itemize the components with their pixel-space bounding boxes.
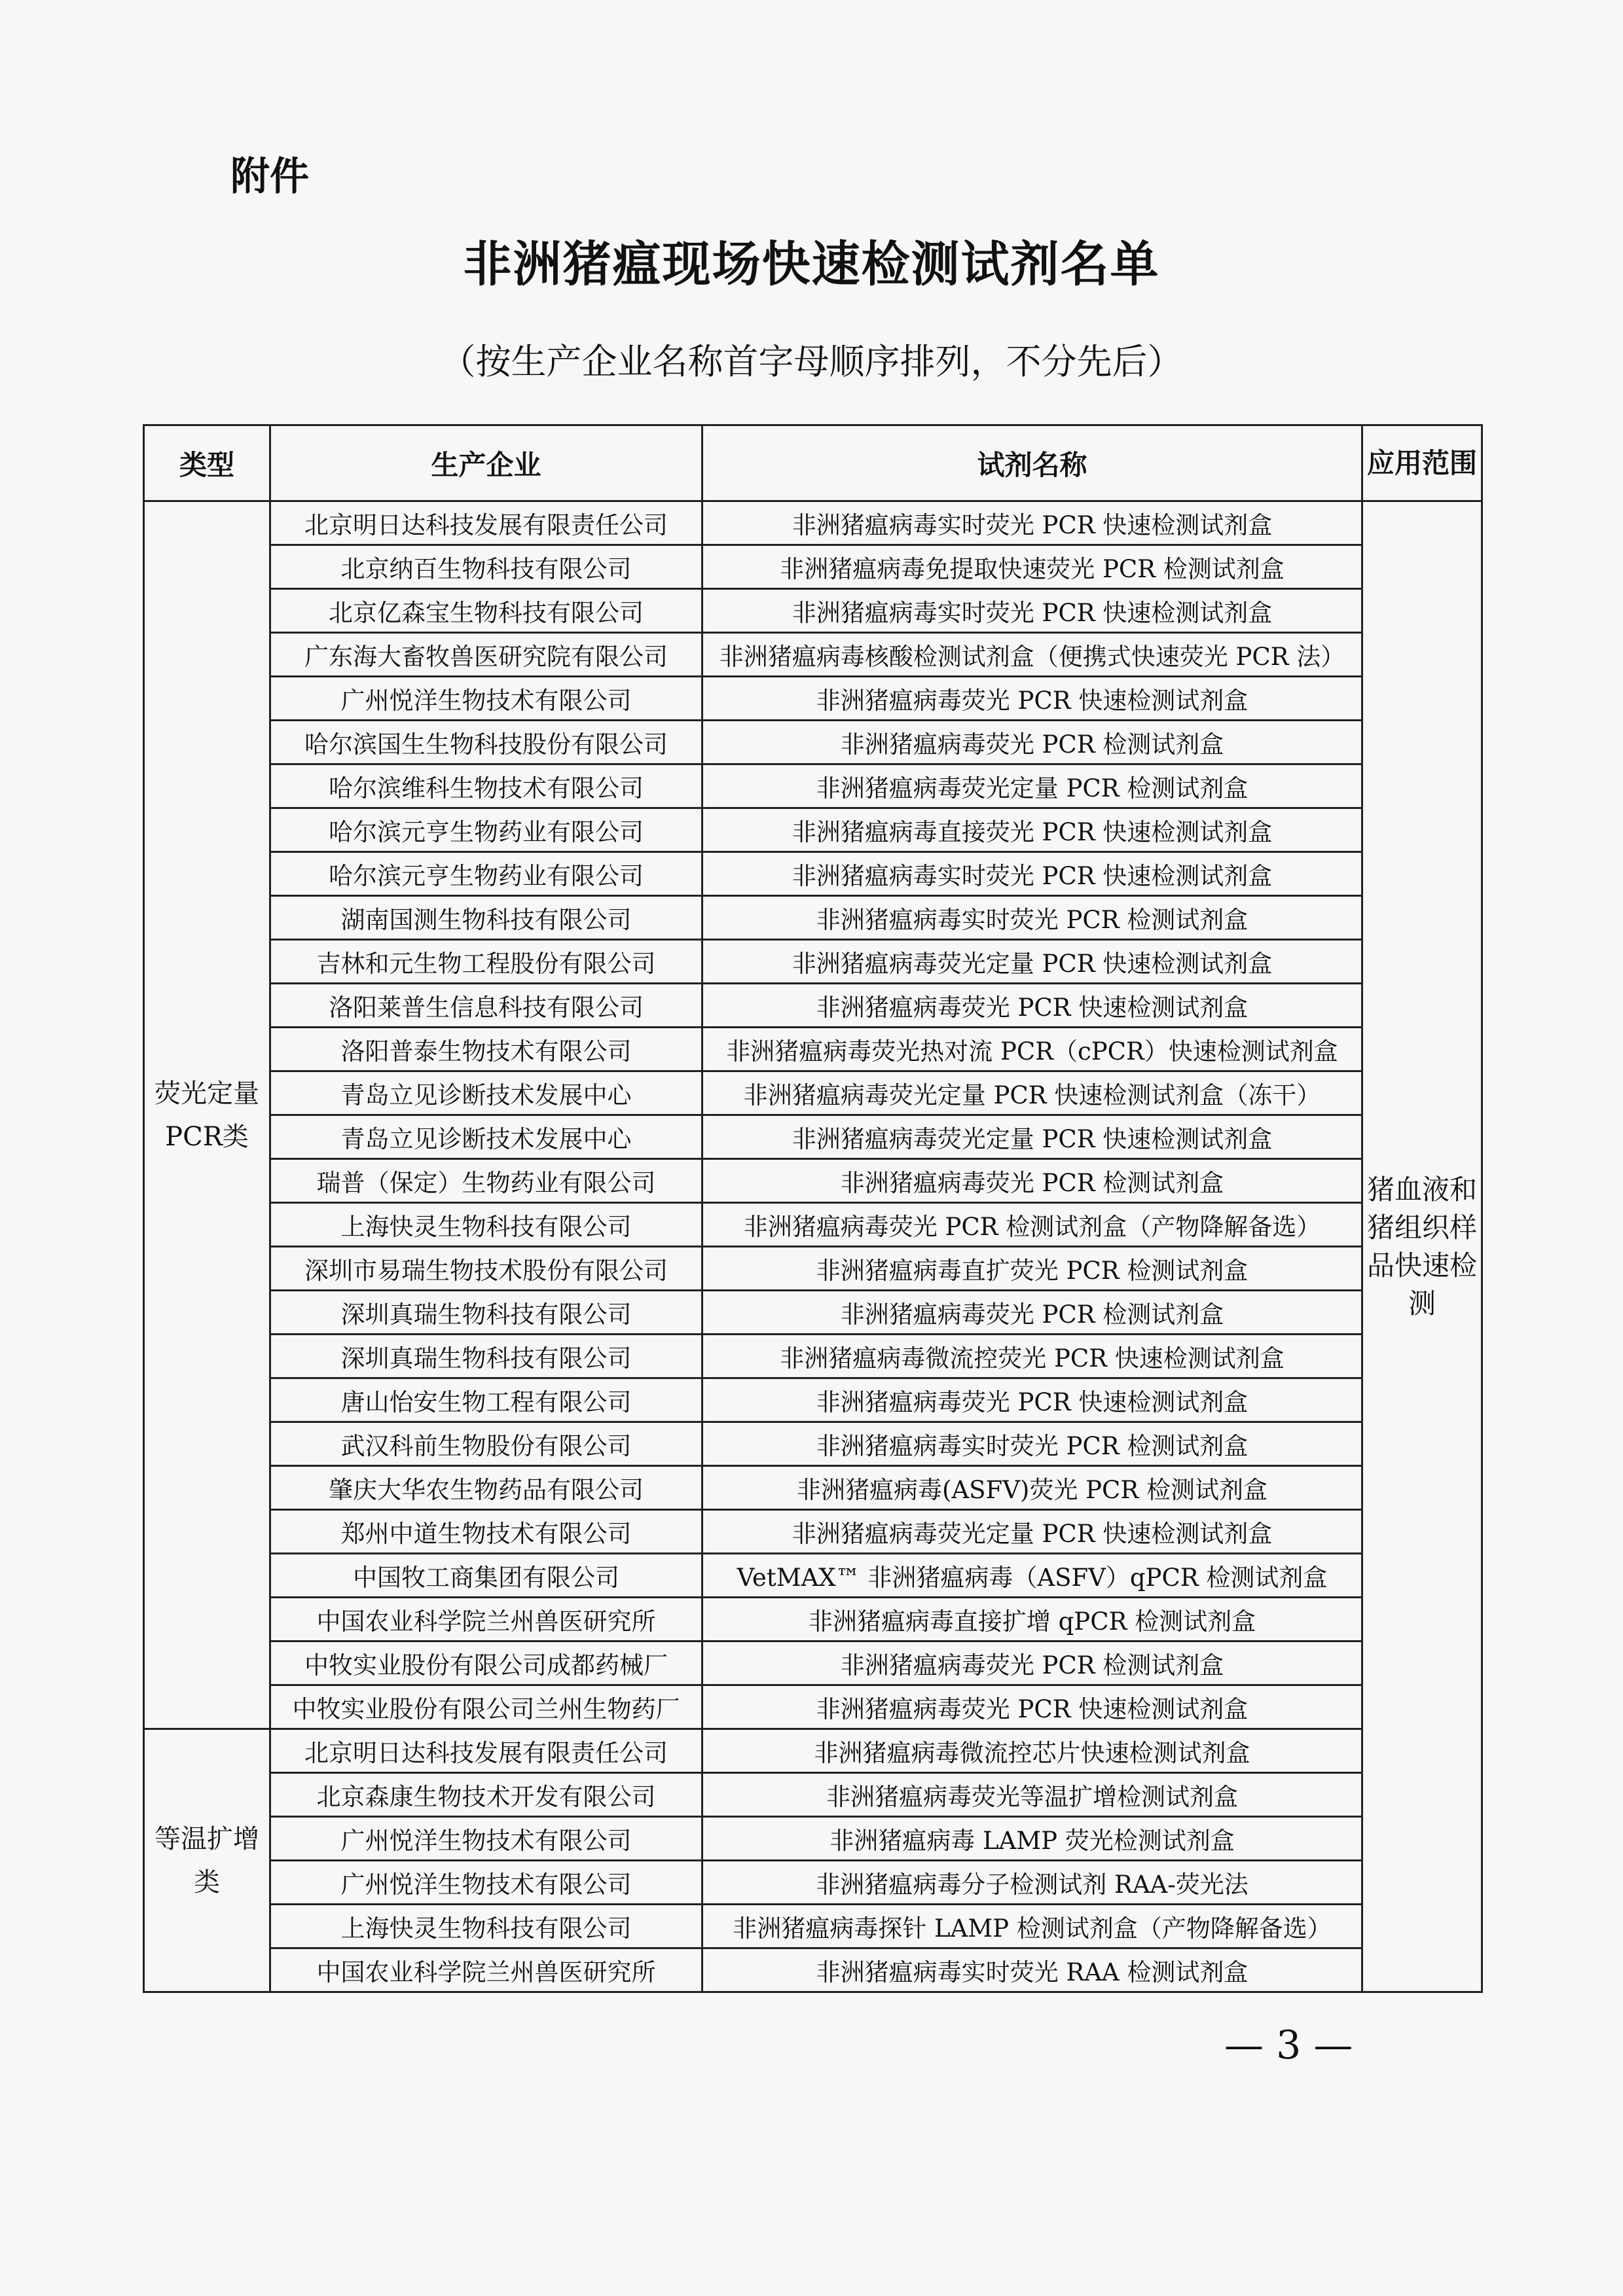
table-row — [144, 1510, 1482, 1554]
reagent-cell: 非洲猪瘟病毒荧光定量 PCR 快速检测试剂盒 — [702, 940, 1362, 984]
company-cell: 北京森康生物技术开发有限公司 — [270, 1773, 702, 1817]
reagent-cell: 非洲猪瘟病毒荧光定量 PCR 快速检测试剂盒（冻干） — [702, 1071, 1362, 1115]
table-row — [144, 1948, 1482, 1992]
table-row — [144, 808, 1482, 852]
reagent-cell: 非洲猪瘟病毒荧光 PCR 检测试剂盒 — [702, 1159, 1362, 1203]
table-row — [144, 1773, 1482, 1817]
reagent-cell: 非洲猪瘟病毒微流控芯片快速检测试剂盒 — [702, 1729, 1362, 1773]
document-title: 非洲猪瘟现场快速检测试剂名单 — [463, 236, 1160, 293]
reagent-cell: 非洲猪瘟病毒荧光热对流 PCR（cPCR）快速检测试剂盒 — [702, 1028, 1362, 1071]
table-row — [144, 1115, 1482, 1159]
reagent-cell: 非洲猪瘟病毒荧光 PCR 检测试剂盒（产物降解备选） — [702, 1203, 1362, 1247]
company-cell: 中牧实业股份有限公司兰州生物药厂 — [270, 1685, 702, 1729]
reagent-cell: 非洲猪瘟病毒直扩荧光 PCR 检测试剂盒 — [702, 1247, 1362, 1291]
company-cell: 哈尔滨维科生物技术有限公司 — [270, 764, 702, 808]
company-cell: 洛阳莱普生信息科技有限公司 — [270, 984, 702, 1028]
company-cell: 上海快灵生物科技有限公司 — [270, 1905, 702, 1948]
company-cell: 广州悦洋生物技术有限公司 — [270, 1861, 702, 1905]
company-cell: 武汉科前生物股份有限公司 — [270, 1422, 702, 1466]
company-cell: 中牧实业股份有限公司成都药械厂 — [270, 1641, 702, 1685]
reagent-cell: 非洲猪瘟病毒分子检测试剂 RAA-荧光法 — [702, 1861, 1362, 1905]
reagent-cell: 非洲猪瘟病毒微流控荧光 PCR 快速检测试剂盒 — [702, 1335, 1362, 1378]
company-cell: 中国农业科学院兰州兽医研究所 — [270, 1598, 702, 1641]
company-cell: 哈尔滨元亨生物药业有限公司 — [270, 808, 702, 852]
company-cell: 哈尔滨元亨生物药业有限公司 — [270, 852, 702, 896]
reagent-cell: 非洲猪瘟病毒实时荧光 PCR 检测试剂盒 — [702, 896, 1362, 940]
table-row — [144, 1159, 1482, 1203]
table-row — [144, 1028, 1482, 1071]
company-cell: 北京明日达科技发展有限责任公司 — [270, 1729, 702, 1773]
reagent-cell: 非洲猪瘟病毒荧光 PCR 快速检测试剂盒 — [702, 984, 1362, 1028]
reagent-cell: 非洲猪瘟病毒荧光 PCR 快速检测试剂盒 — [702, 1378, 1362, 1422]
company-cell: 瑞普（保定）生物药业有限公司 — [270, 1159, 702, 1203]
table-row — [144, 589, 1482, 633]
table-row — [144, 1817, 1482, 1861]
reagent-cell: 非洲猪瘟病毒免提取快速荧光 PCR 检测试剂盒 — [702, 545, 1362, 589]
reagent-cell: 非洲猪瘟病毒荧光 PCR 检测试剂盒 — [702, 721, 1362, 764]
company-cell: 北京明日达科技发展有限责任公司 — [270, 501, 702, 545]
table-row — [144, 1598, 1482, 1641]
reagent-cell: 非洲猪瘟病毒实时荧光 PCR 快速检测试剂盒 — [702, 501, 1362, 545]
company-cell: 哈尔滨国生生物科技股份有限公司 — [270, 721, 702, 764]
reagent-cell: 非洲猪瘟病毒实时荧光 PCR 检测试剂盒 — [702, 1422, 1362, 1466]
reagent-cell: 非洲猪瘟病毒荧光定量 PCR 快速检测试剂盒 — [702, 1115, 1362, 1159]
reagent-cell: 非洲猪瘟病毒(ASFV)荧光 PCR 检测试剂盒 — [702, 1466, 1362, 1510]
company-cell: 上海快灵生物科技有限公司 — [270, 1203, 702, 1247]
table-row — [144, 721, 1482, 764]
table-row — [144, 633, 1482, 677]
category-cell: 等温扩增类 — [144, 1729, 270, 1992]
company-cell: 深圳真瑞生物科技有限公司 — [270, 1291, 702, 1335]
header-scope: 应用范围 — [1362, 425, 1482, 501]
table-row — [144, 852, 1482, 896]
header-reagent: 试剂名称 — [702, 425, 1362, 501]
scope-cell: 猪血液和猪组织样品快速检测 — [1362, 501, 1482, 1992]
reagent-cell: 非洲猪瘟病毒实时荧光 RAA 检测试剂盒 — [702, 1948, 1362, 1992]
company-cell: 深圳市易瑞生物技术股份有限公司 — [270, 1247, 702, 1291]
reagent-cell: 非洲猪瘟病毒荧光 PCR 检测试剂盒 — [702, 1291, 1362, 1335]
table-row — [144, 1291, 1482, 1335]
page-number: — 3 — — [1224, 2022, 1353, 2068]
table-row — [144, 1247, 1482, 1291]
reagent-cell: 非洲猪瘟病毒荧光 PCR 检测试剂盒 — [702, 1641, 1362, 1685]
company-cell: 北京亿森宝生物科技有限公司 — [270, 589, 702, 633]
table-row — [144, 1422, 1482, 1466]
company-cell: 肇庆大华农生物药品有限公司 — [270, 1466, 702, 1510]
table-row — [144, 1905, 1482, 1948]
category-cell: 荧光定量PCR类 — [144, 501, 270, 1729]
company-cell: 唐山怡安生物工程有限公司 — [270, 1378, 702, 1422]
table-row — [144, 677, 1482, 721]
table-body — [144, 501, 1482, 1992]
table-row — [144, 1729, 1482, 1773]
company-cell: 广州悦洋生物技术有限公司 — [270, 677, 702, 721]
reagent-cell: 非洲猪瘟病毒荧光 PCR 快速检测试剂盒 — [702, 1685, 1362, 1729]
company-cell: 湖南国测生物科技有限公司 — [270, 896, 702, 940]
header-company: 生产企业 — [270, 425, 702, 501]
reagent-cell: VetMAX™ 非洲猪瘟病毒（ASFV）qPCR 检测试剂盒 — [702, 1554, 1362, 1598]
reagent-cell: 非洲猪瘟病毒直接扩增 qPCR 检测试剂盒 — [702, 1598, 1362, 1641]
reagent-cell: 非洲猪瘟病毒荧光等温扩增检测试剂盒 — [702, 1773, 1362, 1817]
company-cell: 广东海大畜牧兽医研究院有限公司 — [270, 633, 702, 677]
table-row — [144, 896, 1482, 940]
company-cell: 广州悦洋生物技术有限公司 — [270, 1817, 702, 1861]
company-cell: 中国农业科学院兰州兽医研究所 — [270, 1948, 702, 1992]
table-row — [144, 1554, 1482, 1598]
table-row — [144, 1641, 1482, 1685]
table-row — [144, 1378, 1482, 1422]
reagent-cell: 非洲猪瘟病毒荧光定量 PCR 快速检测试剂盒 — [702, 1510, 1362, 1554]
reagent-cell: 非洲猪瘟病毒探针 LAMP 检测试剂盒（产物降解备选） — [702, 1905, 1362, 1948]
reagent-cell: 非洲猪瘟病毒实时荧光 PCR 快速检测试剂盒 — [702, 589, 1362, 633]
table-row — [144, 501, 1482, 545]
reagent-cell: 非洲猪瘟病毒直接荧光 PCR 快速检测试剂盒 — [702, 808, 1362, 852]
table-row — [144, 984, 1482, 1028]
company-cell: 吉林和元生物工程股份有限公司 — [270, 940, 702, 984]
company-cell: 深圳真瑞生物科技有限公司 — [270, 1335, 702, 1378]
document-subtitle: （按生产企业名称首字母顺序排列，不分先后） — [440, 341, 1183, 382]
table-row — [144, 1861, 1482, 1905]
table-row — [144, 1466, 1482, 1510]
company-cell: 洛阳普泰生物技术有限公司 — [270, 1028, 702, 1071]
reagent-cell: 非洲猪瘟病毒核酸检测试剂盒（便携式快速荧光 PCR 法） — [702, 633, 1362, 677]
annex-label: 附件 — [230, 154, 309, 200]
table-header-row — [144, 425, 1482, 501]
reagent-cell: 非洲猪瘟病毒荧光定量 PCR 检测试剂盒 — [702, 764, 1362, 808]
table-row — [144, 764, 1482, 808]
reagent-cell: 非洲猪瘟病毒荧光 PCR 快速检测试剂盒 — [702, 677, 1362, 721]
table-row — [144, 1203, 1482, 1247]
reagent-table — [143, 424, 1483, 1993]
table-row — [144, 1335, 1482, 1378]
company-cell: 青岛立见诊断技术发展中心 — [270, 1071, 702, 1115]
company-cell: 中国牧工商集团有限公司 — [270, 1554, 702, 1598]
company-cell: 北京纳百生物科技有限公司 — [270, 545, 702, 589]
company-cell: 青岛立见诊断技术发展中心 — [270, 1115, 702, 1159]
company-cell: 郑州中道生物技术有限公司 — [270, 1510, 702, 1554]
reagent-cell: 非洲猪瘟病毒实时荧光 PCR 快速检测试剂盒 — [702, 852, 1362, 896]
table-row — [144, 1071, 1482, 1115]
table-row — [144, 940, 1482, 984]
reagent-cell: 非洲猪瘟病毒 LAMP 荧光检测试剂盒 — [702, 1817, 1362, 1861]
table-row — [144, 545, 1482, 589]
table-row — [144, 1685, 1482, 1729]
header-type: 类型 — [144, 425, 270, 501]
